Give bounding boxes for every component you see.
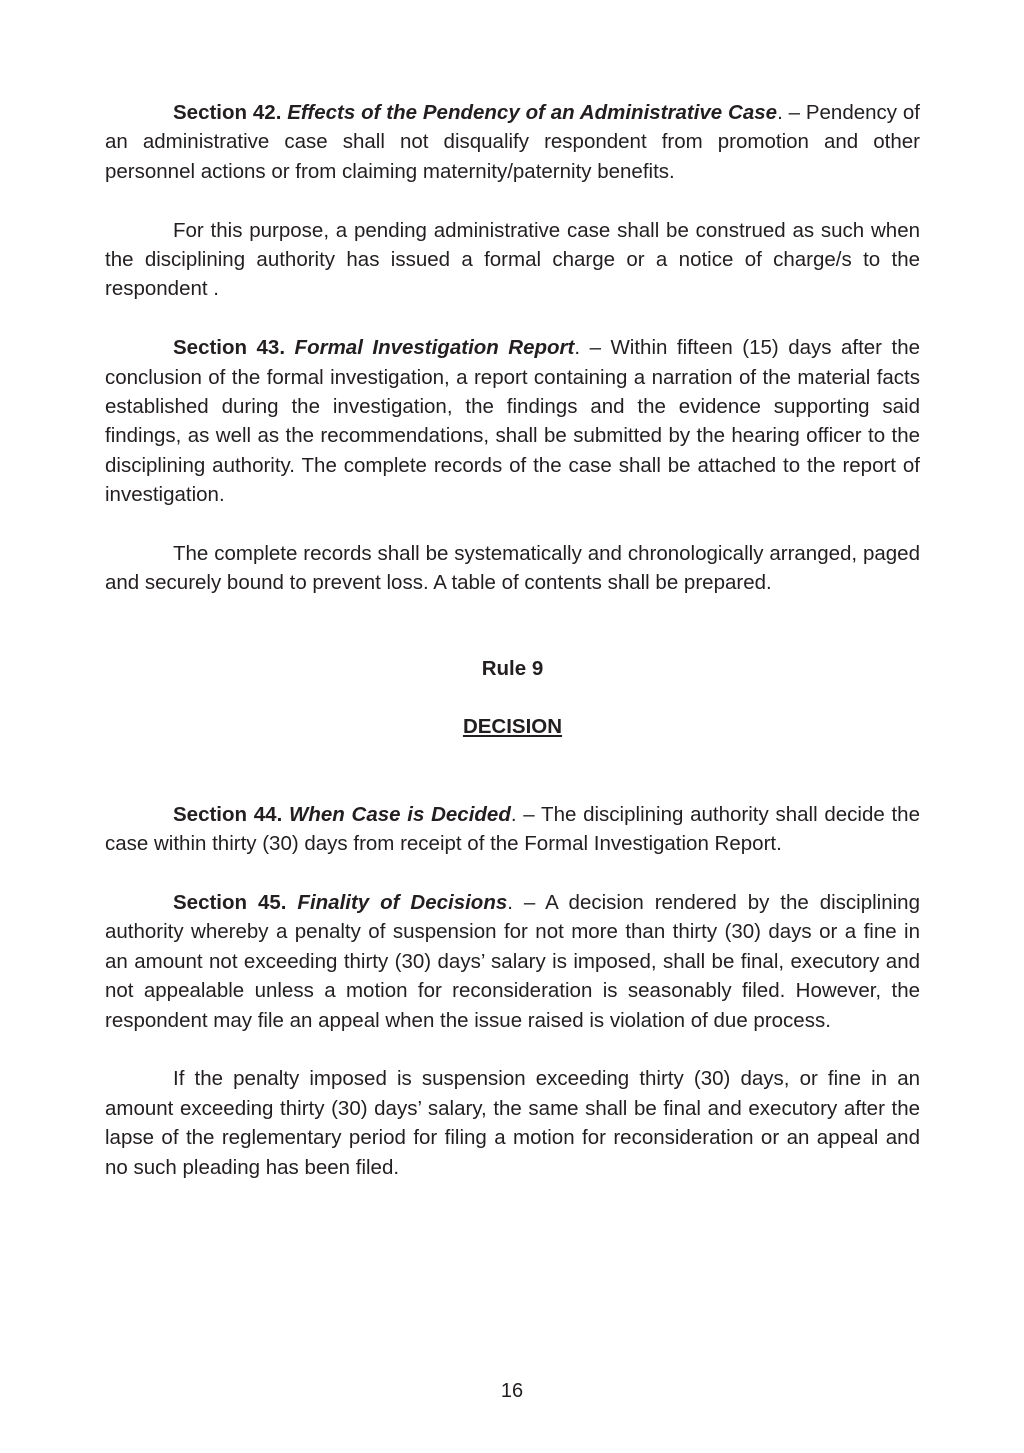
section-43-body: . – Within fifteen (15) days after the conclusion of the formal investigation, a report containing a narration of the material facts established during the investigation, the findings and the evidence supporting said findings, as well as the recommendations, shall be submitted by the hearing officer to the disciplining authority. The complete records of the case shall be attached to the report of investigation.	[105, 336, 920, 507]
section-42-body: . – Pendency of an administrative case shall not disqualify respondent from promotion and other personnel actions or from claiming maternity/paternity benefits.	[105, 101, 920, 183]
section-42-title: Effects of the Pendency of an Administrative Case	[287, 101, 778, 124]
purpose-paragraph: For this purpose, a pending administrative case shall be construed as such when the disciplining authority has issued a formal charge or a notice of charge/s to the respondent .	[105, 218, 920, 301]
section-45-title: Finality of Decisions	[297, 890, 508, 914]
section-44-body: . – The disciplining authority shall decide the case within thirty (30) days from receipt of the Formal Investigation Report.	[105, 802, 920, 856]
section-42-number: Section 42.	[173, 101, 282, 124]
section-43-number: Section 43.	[173, 336, 286, 360]
section-44-title: When Case is Decided	[289, 802, 511, 826]
rule-title: Rule 9	[481, 656, 544, 680]
section-43-paragraph	[105, 333, 920, 509]
document-page	[105, 98, 920, 1211]
penalty-paragraph: If the penalty imposed is suspension exceeding thirty (30) days, or fine in an amount exceeding thirty (30) days’ salary, the same shall be final and executory after the lapse of the reglementary period for filing a motion for reconsideration or an appeal and no such pleading has been filed.	[105, 1067, 920, 1179]
records-paragraph: The complete records shall be systematically and chronologically arranged, paged and securely bound to prevent loss. A table of contents shall be prepared.	[105, 542, 920, 595]
section-45-body: . – A decision rendered by the disciplining authority whereby a penalty of suspension for not more than thirty (30) days or a fine in an amount not exceeding thirty (30) days’ salary is imposed, shall be final, executory and not appealable unless a motion for reconsideration is seasonably filed. However, the respondent may file an appeal when the issue raised is violation of due process.	[105, 890, 920, 1032]
page-number: 16	[500, 1380, 524, 1402]
section-45-paragraph	[105, 888, 920, 1035]
rule-heading: DECISION	[462, 715, 563, 739]
section-44-paragraph	[105, 800, 920, 859]
section-42-paragraph	[105, 98, 920, 186]
section-44-number: Section 44.	[173, 802, 283, 826]
section-43-title: Formal Investigation Report	[294, 336, 575, 360]
rule-header	[105, 654, 920, 742]
section-45-number: Section 45.	[173, 890, 287, 914]
